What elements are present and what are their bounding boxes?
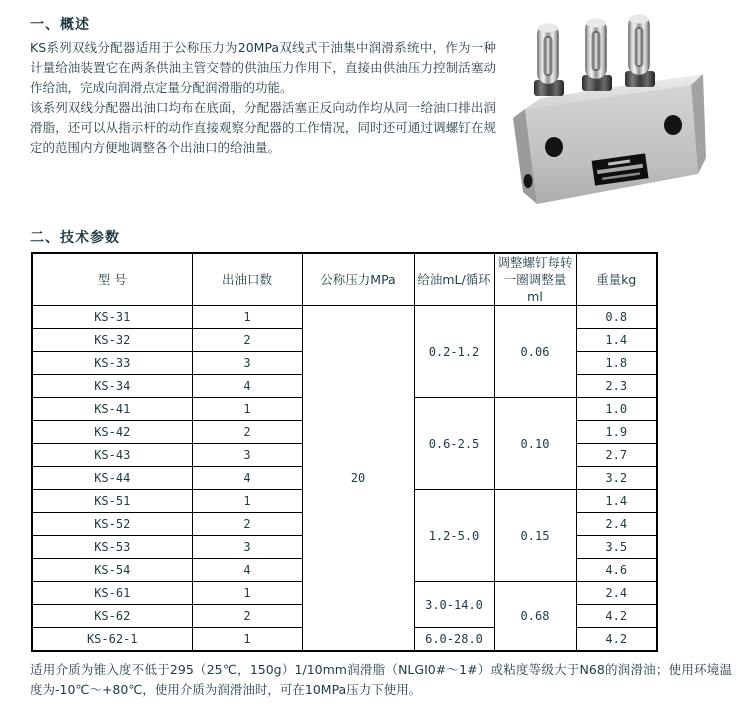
usage-note: 适用介质为锥入度不低于295（25℃，150g）1/10mm润滑脂（NLGI0#～1#）或粘度等级大于N68的润滑油；使用环境温度为-10℃～+80℃，使用介质为润滑油时，可在10MPa压力下使用。 — [30, 662, 732, 697]
specs-table-head — [32, 253, 657, 306]
cell-adjust: 0.15 — [494, 490, 576, 582]
cell-adjust: 0.06 — [494, 306, 576, 398]
cell-weight: 4.6 — [576, 559, 657, 582]
cell-model: KS-54 — [32, 559, 192, 582]
cell-model: KS-34 — [32, 375, 192, 398]
side-hole — [524, 174, 533, 188]
specs-heading: 二、技术参数 — [30, 230, 120, 246]
cell-pressure: 20 — [302, 306, 414, 652]
cell-outlets: 2 — [192, 513, 302, 536]
cell-model: KS-62 — [32, 605, 192, 628]
cell-weight: 4.2 — [576, 605, 657, 628]
cell-weight: 1.4 — [576, 490, 657, 513]
distributor-photo-illustration — [505, 6, 715, 213]
header-outlets: 出油口数 — [192, 253, 302, 306]
cell-model: KS-31 — [32, 306, 192, 329]
cell-outlets: 2 — [192, 329, 302, 352]
cell-outlets: 4 — [192, 375, 302, 398]
cell-model: KS-53 — [32, 536, 192, 559]
cell-outlets: 3 — [192, 536, 302, 559]
cell-weight: 3.2 — [576, 467, 657, 490]
cell-weight: 2.4 — [576, 582, 657, 605]
overview-paragraph-1: KS系列双线分配器适用于公称压力为20MPa双线式干油集中润滑系统中，作为一种计量给油装置它在两条供油主管交替的供油压力作用下，直接由供油压力控制活塞动作给油，完成向润滑点定量分配润滑脂的功能。 — [30, 40, 496, 95]
cell-model: KS-33 — [32, 352, 192, 375]
cell-outlets: 2 — [192, 421, 302, 444]
cell-weight: 3.5 — [576, 536, 657, 559]
cell-feed: 1.2-5.0 — [414, 490, 494, 582]
cell-feed: 0.2-1.2 — [414, 306, 494, 398]
cell-adjust: 0.10 — [494, 398, 576, 490]
cell-outlets: 2 — [192, 605, 302, 628]
specs-table-body — [32, 306, 657, 652]
header-pressure: 公称压力MPa — [302, 253, 414, 306]
table-row — [32, 306, 657, 329]
front-hole-right — [664, 115, 682, 135]
cell-outlets: 3 — [192, 352, 302, 375]
cell-model: KS-42 — [32, 421, 192, 444]
cell-model: KS-51 — [32, 490, 192, 513]
cell-outlets: 1 — [192, 398, 302, 421]
cell-model: KS-61 — [32, 582, 192, 605]
header-row — [32, 253, 657, 306]
cell-weight: 2.7 — [576, 444, 657, 467]
cell-feed: 3.0-14.0 — [414, 582, 494, 628]
cell-weight: 1.9 — [576, 421, 657, 444]
cell-outlets: 1 — [192, 306, 302, 329]
header-adjust: 调整螺钉每转一圈调整量ml — [494, 253, 576, 306]
header-weight: 重量kg — [576, 253, 657, 306]
front-hole-left — [545, 137, 563, 157]
specs-table — [31, 252, 658, 652]
cell-outlets: 1 — [192, 490, 302, 513]
cell-weight: 2.3 — [576, 375, 657, 398]
cell-model: KS-43 — [32, 444, 192, 467]
cell-outlets: 4 — [192, 559, 302, 582]
cell-feed: 6.0-28.0 — [414, 628, 494, 652]
overview-paragraph-2: 该系列双线分配器出油口均布在底面，分配器活塞正反向动作均从同一给油口排出润滑脂，还可以从指示杆的动作直接观察分配器的工作情况，同时还可通过调螺钉在规定的范围内方便地调整各个出油口的给油量。 — [30, 100, 496, 155]
indicator-cylinder-1 — [534, 24, 564, 97]
cell-outlets: 1 — [192, 628, 302, 652]
product-photo — [505, 6, 715, 213]
cell-weight: 2.4 — [576, 513, 657, 536]
cell-model: KS-41 — [32, 398, 192, 421]
cell-model: KS-62-1 — [32, 628, 192, 652]
cell-model: KS-44 — [32, 467, 192, 490]
indicator-cylinder-3 — [625, 15, 655, 88]
cell-outlets: 4 — [192, 467, 302, 490]
cell-model: KS-52 — [32, 513, 192, 536]
indicator-cylinder-2 — [582, 19, 612, 92]
header-feed: 给油mL/循环 — [414, 253, 494, 306]
cell-model: KS-32 — [32, 329, 192, 352]
cell-weight: 1.0 — [576, 398, 657, 421]
cell-weight: 1.4 — [576, 329, 657, 352]
cell-feed: 0.6-2.5 — [414, 398, 494, 490]
cell-adjust: 0.68 — [494, 582, 576, 652]
cell-outlets: 3 — [192, 444, 302, 467]
cell-outlets: 1 — [192, 582, 302, 605]
header-model: 型 号 — [32, 253, 192, 306]
cell-weight: 0.8 — [576, 306, 657, 329]
cell-weight: 4.2 — [576, 628, 657, 652]
overview-section — [30, 14, 496, 158]
overview-heading: 一、概述 — [30, 17, 90, 33]
cell-weight: 1.8 — [576, 352, 657, 375]
